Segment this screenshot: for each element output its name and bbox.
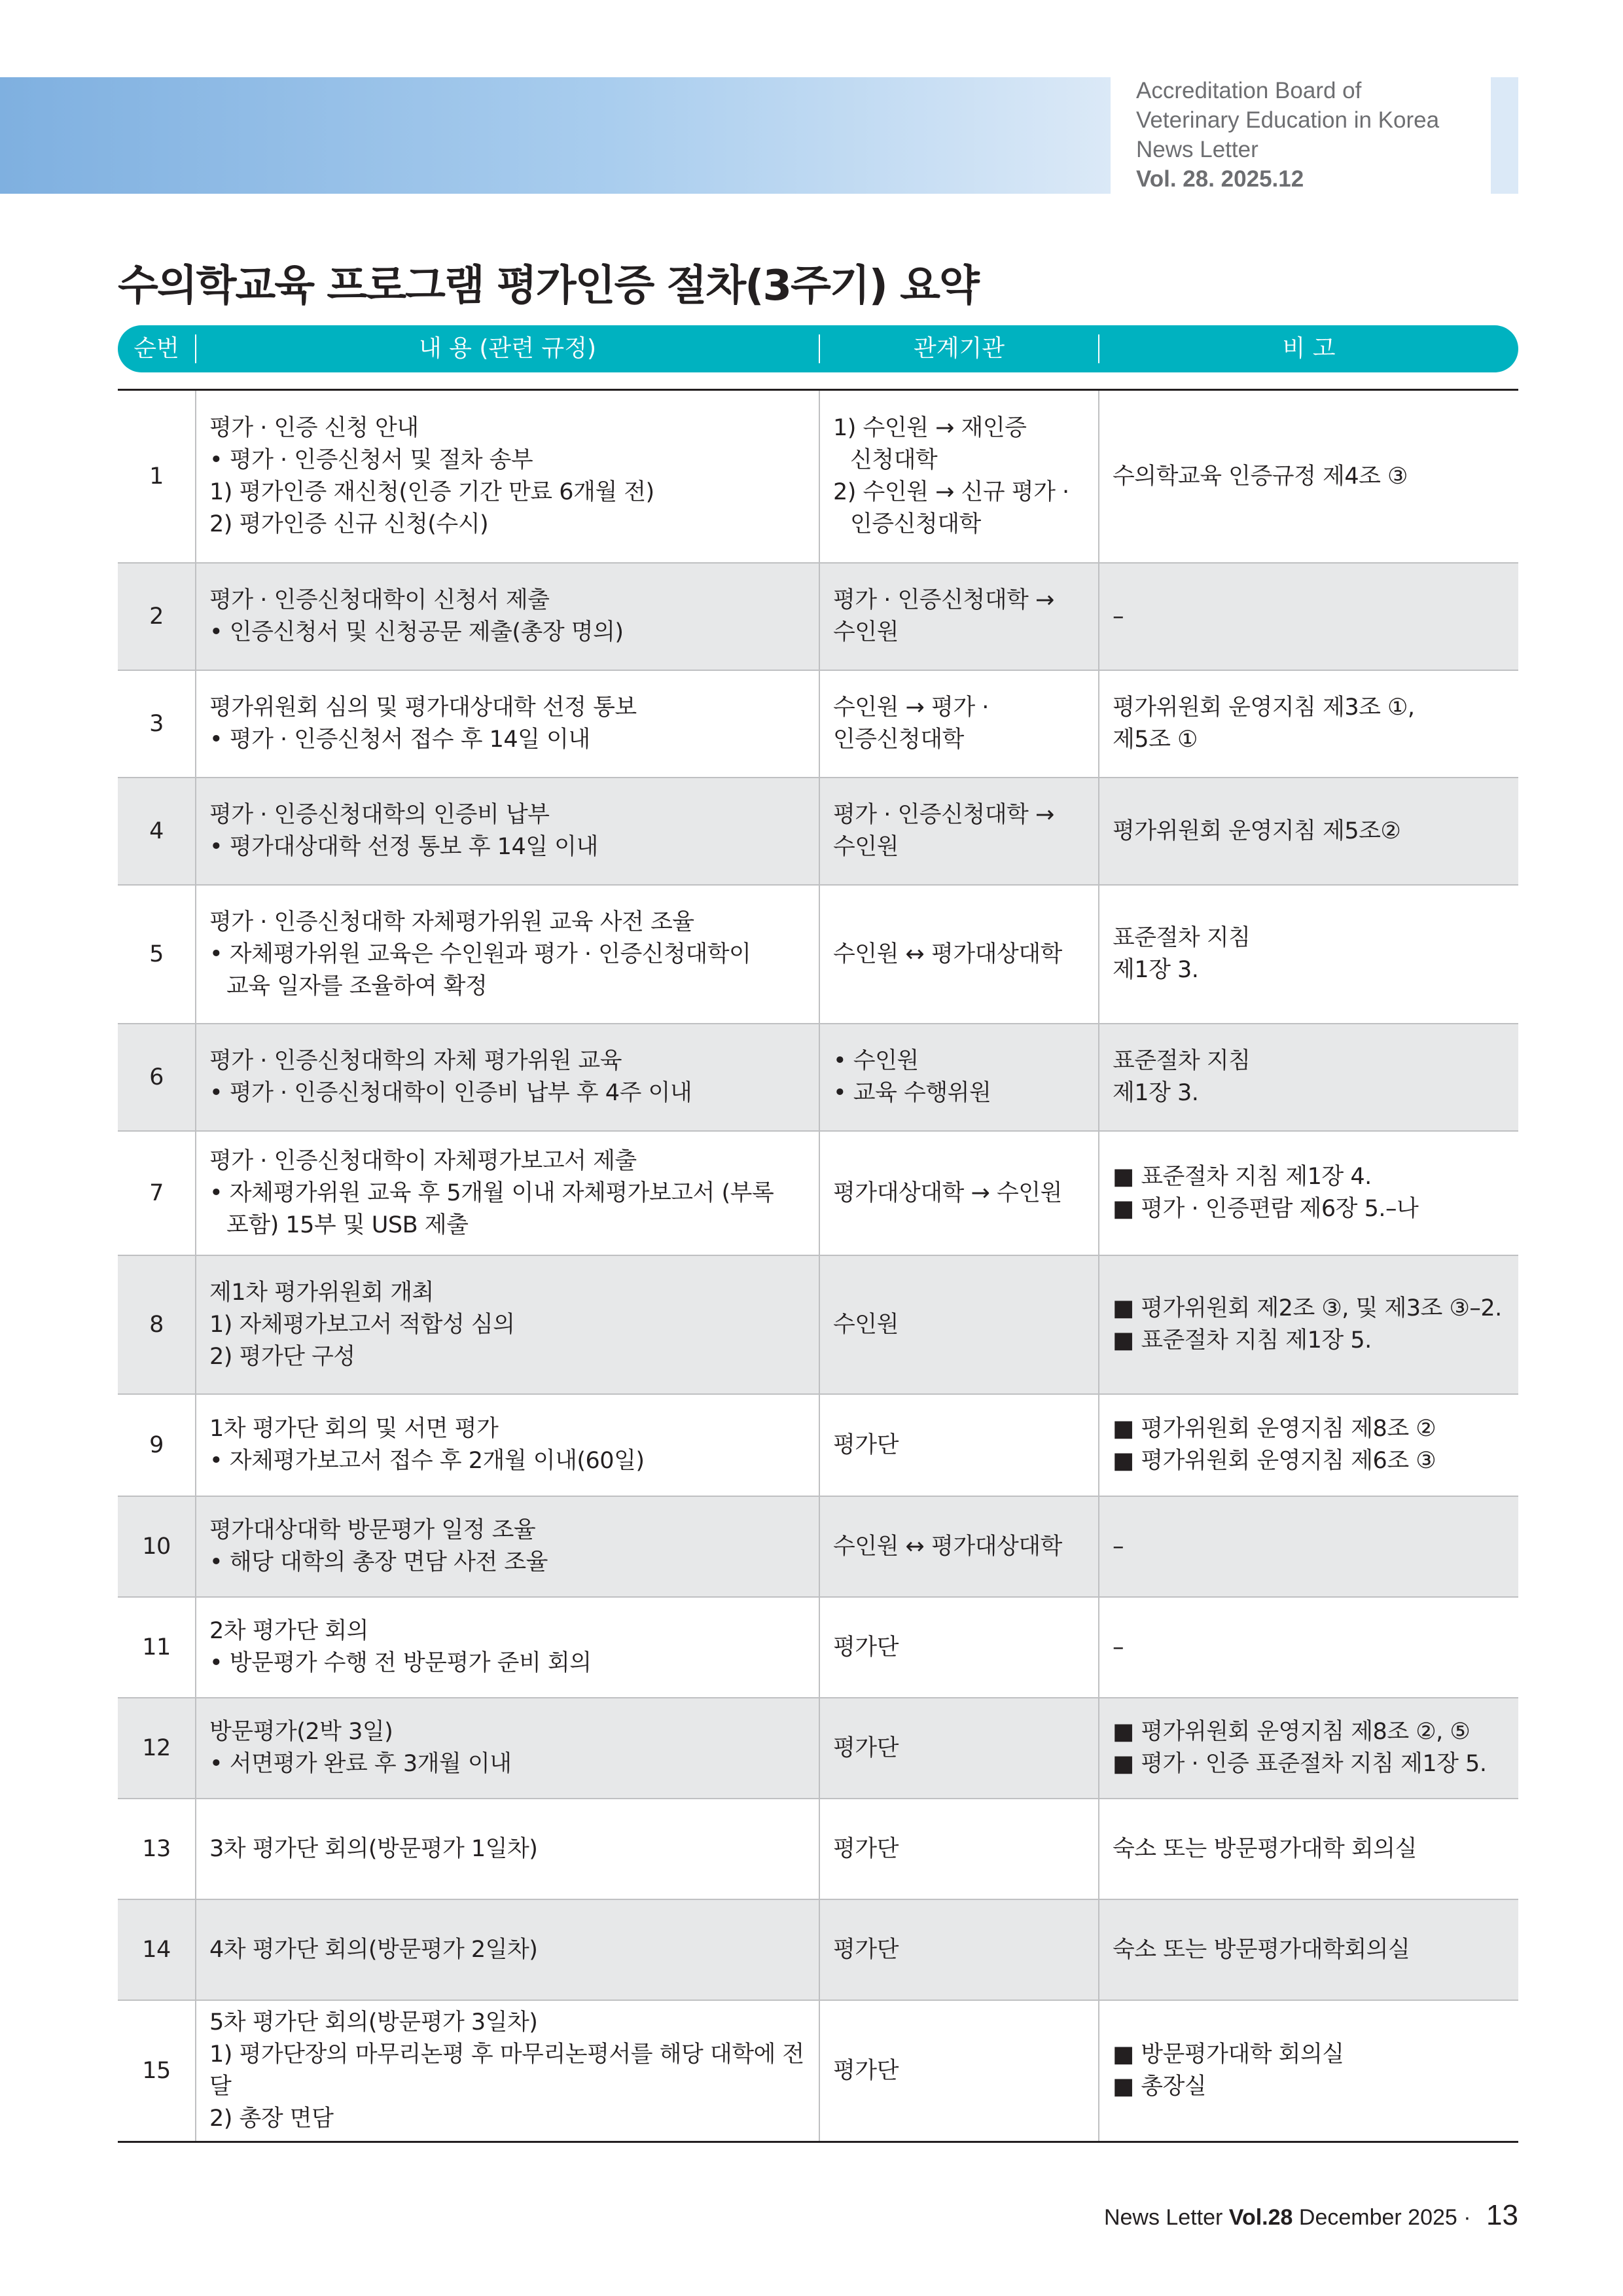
- row-note: [1098, 1132, 1518, 1255]
- row-note: [1098, 1395, 1518, 1496]
- row-note: [1098, 1698, 1518, 1798]
- row-number: 1: [149, 463, 164, 490]
- cell-line: 포함) 15부 및 USB 제출: [226, 1211, 469, 1238]
- row-agency: [819, 1900, 1098, 2000]
- row-agency: [819, 1598, 1098, 1697]
- column-header-agency: 관계기관: [819, 334, 1098, 363]
- cell-line: • 평가 · 인증신청서 접수 후 14일 이내: [209, 726, 590, 753]
- cell-line: 표준절차 지침: [1113, 925, 1251, 951]
- cell-line: 평가 · 인증신청대학 →: [833, 802, 1054, 828]
- cell-line: 인증신청대학: [833, 726, 964, 753]
- page-footer: [1104, 2199, 1518, 2232]
- table-header: [118, 325, 1518, 372]
- table-row: [118, 1799, 1518, 1900]
- table-row: [118, 1132, 1518, 1256]
- masthead-line: News Letter: [1136, 137, 1258, 162]
- cell-line: 평가 · 인증신청대학이 자체평가보고서 제출: [209, 1147, 637, 1174]
- row-agency: [819, 391, 1098, 562]
- cell-line: ■ 평가위원회 운영지침 제6조 ③: [1113, 1448, 1436, 1474]
- cell-line: ■ 총장실: [1113, 2073, 1207, 2100]
- table-row: [118, 1395, 1518, 1497]
- row-note: [1098, 671, 1518, 777]
- table-row: [118, 1256, 1518, 1395]
- row-agency: [819, 1256, 1098, 1393]
- column-header-note: 비 고: [1098, 334, 1518, 363]
- cell-line: 평가 · 인증신청대학 자체평가위원 교육 사전 조율: [209, 908, 694, 935]
- row-number: 10: [142, 1533, 171, 1560]
- row-agency: [819, 1497, 1098, 1596]
- cell-line: 2) 평가단 구성: [209, 1343, 355, 1370]
- cell-line: –: [1113, 603, 1124, 630]
- row-agency: [819, 671, 1098, 777]
- cell-line: • 방문평가 수행 전 방문평가 준비 회의: [209, 1650, 592, 1676]
- cell-line: 2차 평가단 회의: [209, 1618, 368, 1644]
- table-row: [118, 886, 1518, 1024]
- cell-line: 평가 · 인증신청대학이 신청서 제출: [209, 587, 550, 613]
- cell-line: ■ 표준절차 지침 제1장 5.: [1113, 1327, 1372, 1354]
- cell-line: 평가단: [833, 2057, 899, 2084]
- row-content: [195, 564, 819, 670]
- row-note: [1098, 391, 1518, 562]
- row-note: [1098, 1024, 1518, 1130]
- row-content: [195, 2001, 819, 2141]
- cell-line: • 자체평가위원 교육 후 5개월 이내 자체평가보고서 (부록: [209, 1179, 774, 1206]
- cell-line: 3차 평가단 회의(방문평가 1일차): [209, 1835, 538, 1862]
- row-content: [195, 1024, 819, 1130]
- cell-line: • 인증신청서 및 신청공문 제출(총장 명의): [209, 619, 624, 645]
- row-content: [195, 1132, 819, 1255]
- row-content: [195, 1900, 819, 2000]
- row-note: [1098, 886, 1518, 1023]
- cell-line: 평가단: [833, 1936, 899, 1963]
- page-title: 수의학교육 프로그램 평가인증 절차(3주기) 요약: [118, 262, 978, 310]
- row-content: [195, 1698, 819, 1798]
- cell-line: 제1차 평가위원회 개최: [209, 1279, 434, 1306]
- cell-line: 수인원 ↔ 평가대상대학: [833, 941, 1062, 967]
- row-content: [195, 391, 819, 562]
- cell-line: • 해당 대학의 총장 면담 사전 조율: [209, 1549, 548, 1575]
- cell-line: –: [1113, 1533, 1124, 1560]
- row-number: 8: [149, 1311, 164, 1338]
- row-note: [1098, 778, 1518, 884]
- procedure-table-body: [118, 389, 1518, 2143]
- table-row: [118, 1698, 1518, 1799]
- footer-date: December 2025: [1298, 2205, 1457, 2230]
- cell-line: 평가 · 인증신청대학의 자체 평가위원 교육: [209, 1048, 622, 1074]
- row-agency: [819, 1698, 1098, 1798]
- row-content: [195, 671, 819, 777]
- cell-line: 평가대상대학 → 수인원: [833, 1179, 1062, 1206]
- row-content: [195, 1598, 819, 1697]
- row-agency: [819, 564, 1098, 670]
- row-note: [1098, 1598, 1518, 1697]
- cell-line: ■ 평가 · 인증편람 제6장 5.–나: [1113, 1196, 1419, 1222]
- table-row: [118, 1497, 1518, 1598]
- column-header-no: 순번: [134, 335, 179, 362]
- cell-line: 신청대학: [850, 447, 938, 473]
- cell-line: 수인원 ↔ 평가대상대학: [833, 1533, 1062, 1560]
- row-number: 6: [149, 1064, 164, 1090]
- row-number: 7: [149, 1179, 164, 1206]
- cell-line: 1) 자체평가보고서 적합성 심의: [209, 1311, 515, 1338]
- row-agency: [819, 1799, 1098, 1899]
- cell-line: 수의학교육 인증규정 제4조 ③: [1113, 463, 1408, 490]
- row-agency: [819, 1132, 1098, 1255]
- cell-line: 1) 수인원 → 재인증: [833, 415, 1027, 441]
- page-number: 13: [1486, 2199, 1518, 2231]
- cell-line: 4차 평가단 회의(방문평가 2일차): [209, 1936, 538, 1963]
- cell-line: 2) 수인원 → 신규 평가 ·: [833, 479, 1069, 505]
- cell-line: ■ 표준절차 지침 제1장 4.: [1113, 1164, 1372, 1190]
- row-number: 2: [149, 603, 164, 630]
- cell-line: 평가 · 인증신청대학의 인증비 납부: [209, 802, 550, 828]
- masthead-line: Accreditation Board of: [1136, 78, 1362, 103]
- cell-line: 1차 평가단 회의 및 서면 평가: [209, 1416, 499, 1442]
- cell-line: 평가 · 인증 신청 안내: [209, 415, 419, 441]
- cell-line: ■ 평가 · 인증 표준절차 지침 제1장 5.: [1113, 1751, 1487, 1777]
- cell-line: • 평가 · 인증신청대학이 인증비 납부 후 4주 이내: [209, 1080, 692, 1106]
- row-number: 3: [149, 710, 164, 737]
- cell-line: 평가위원회 운영지침 제5조②: [1113, 817, 1401, 844]
- row-agency: [819, 778, 1098, 884]
- cell-line: 1) 평가단장의 마무리논평 후 마무리논평서를 해당 대학에 전달: [209, 2041, 804, 2100]
- row-content: [195, 1256, 819, 1393]
- cell-line: 5차 평가단 회의(방문평가 3일차): [209, 2009, 538, 2036]
- row-content: [195, 1799, 819, 1899]
- row-note: [1098, 2001, 1518, 2141]
- table-row: [118, 2001, 1518, 2141]
- cell-line: 제5조 ①: [1113, 726, 1198, 753]
- row-content: [195, 778, 819, 884]
- cell-line: • 평가 · 인증신청서 및 절차 송부: [209, 447, 533, 473]
- table-row: [118, 671, 1518, 778]
- footer-newsletter: News Letter: [1103, 2205, 1223, 2230]
- cell-line: • 자체평가위원 교육은 수인원과 평가 · 인증신청대학이: [209, 941, 751, 967]
- cell-line: ■ 평가위원회 운영지침 제8조 ②, ⑤: [1113, 1719, 1471, 1745]
- cell-line: –: [1113, 1634, 1124, 1660]
- cell-line: 평가위원회 운영지침 제3조 ①,: [1113, 694, 1415, 721]
- table-row: [118, 1598, 1518, 1698]
- cell-line: 평가대상대학 방문평가 일정 조율: [209, 1517, 536, 1543]
- table-row: [118, 391, 1518, 564]
- cell-line: ■ 평가위원회 운영지침 제8조 ②: [1113, 1416, 1436, 1442]
- cell-line: 2) 평가인증 신규 신청(수시): [209, 511, 489, 537]
- cell-line: • 자체평가보고서 접수 후 2개월 이내(60일): [209, 1448, 645, 1474]
- table-row: [118, 1024, 1518, 1132]
- cell-line: ■ 방문평가대학 회의실: [1113, 2041, 1344, 2068]
- cell-line: 수인원: [833, 1311, 899, 1338]
- cell-line: • 평가대상대학 선정 통보 후 14일 이내: [209, 834, 598, 860]
- row-agency: [819, 1024, 1098, 1130]
- cell-line: 평가단: [833, 1634, 899, 1660]
- row-content: [195, 1497, 819, 1596]
- cell-line: 1) 평가인증 재신청(인증 기간 만료 6개월 전): [209, 479, 654, 505]
- cell-line: • 서면평가 완료 후 3개월 이내: [209, 1751, 512, 1777]
- cell-line: 2) 총장 면담: [209, 2106, 334, 2132]
- row-note: [1098, 564, 1518, 670]
- cell-line: 숙소 또는 방문평가대학 회의실: [1113, 1835, 1417, 1862]
- row-content: [195, 1395, 819, 1496]
- cell-line: 제1장 3.: [1113, 957, 1199, 983]
- newsletter-masthead: [1136, 76, 1483, 194]
- masthead-line: Veterinary Education in Korea: [1136, 107, 1440, 133]
- header-gradient-band: [0, 77, 1111, 194]
- table-row: [118, 1900, 1518, 2001]
- row-note: [1098, 1256, 1518, 1393]
- cell-line: 교육 일자를 조율하여 확정: [226, 973, 488, 999]
- row-agency: [819, 2001, 1098, 2141]
- cell-line: 수인원: [833, 619, 899, 645]
- column-header-content: 내 용 (관련 규정): [195, 334, 819, 363]
- row-number: 14: [142, 1936, 171, 1963]
- cell-line: 방문평가(2박 3일): [209, 1719, 393, 1745]
- row-agency: [819, 1395, 1098, 1496]
- row-number: 12: [142, 1734, 171, 1761]
- row-number: 15: [142, 2057, 171, 2084]
- row-note: [1098, 1497, 1518, 1596]
- cell-line: 평가단: [833, 1835, 899, 1862]
- row-number: 11: [142, 1634, 171, 1660]
- footer-volume: Vol.28: [1228, 2205, 1293, 2230]
- table-row: [118, 564, 1518, 671]
- footer-separator: ·: [1463, 2205, 1471, 2230]
- cell-line: 표준절차 지침: [1113, 1048, 1251, 1074]
- row-note: [1098, 1799, 1518, 1899]
- cell-line: 인증신청대학: [850, 511, 981, 537]
- cell-line: 평가위원회 심의 및 평가대상대학 선정 통보: [209, 694, 637, 721]
- cell-line: 숙소 또는 방문평가대학회의실: [1113, 1936, 1410, 1963]
- cell-line: • 수인원: [833, 1048, 919, 1074]
- cell-line: 평가단: [833, 1431, 899, 1458]
- header-accent-bar: [1491, 77, 1518, 194]
- table-row: [118, 778, 1518, 886]
- cell-line: • 교육 수행위원: [833, 1080, 991, 1106]
- row-content: [195, 886, 819, 1023]
- cell-line: 수인원: [833, 834, 899, 860]
- cell-line: 평가 · 인증신청대학 →: [833, 587, 1054, 613]
- cell-line: 평가단: [833, 1734, 899, 1761]
- row-agency: [819, 886, 1098, 1023]
- cell-line: 제1장 3.: [1113, 1080, 1199, 1106]
- masthead-volume: Vol. 28. 2025.12: [1136, 166, 1304, 192]
- row-note: [1098, 1900, 1518, 2000]
- row-number: 9: [149, 1431, 164, 1458]
- row-number: 4: [149, 817, 164, 844]
- row-number: 5: [149, 941, 164, 967]
- cell-line: 수인원 → 평가 ·: [833, 694, 989, 721]
- row-number: 13: [142, 1835, 171, 1862]
- cell-line: ■ 평가위원회 제2조 ③, 및 제3조 ③–2.: [1113, 1295, 1502, 1321]
